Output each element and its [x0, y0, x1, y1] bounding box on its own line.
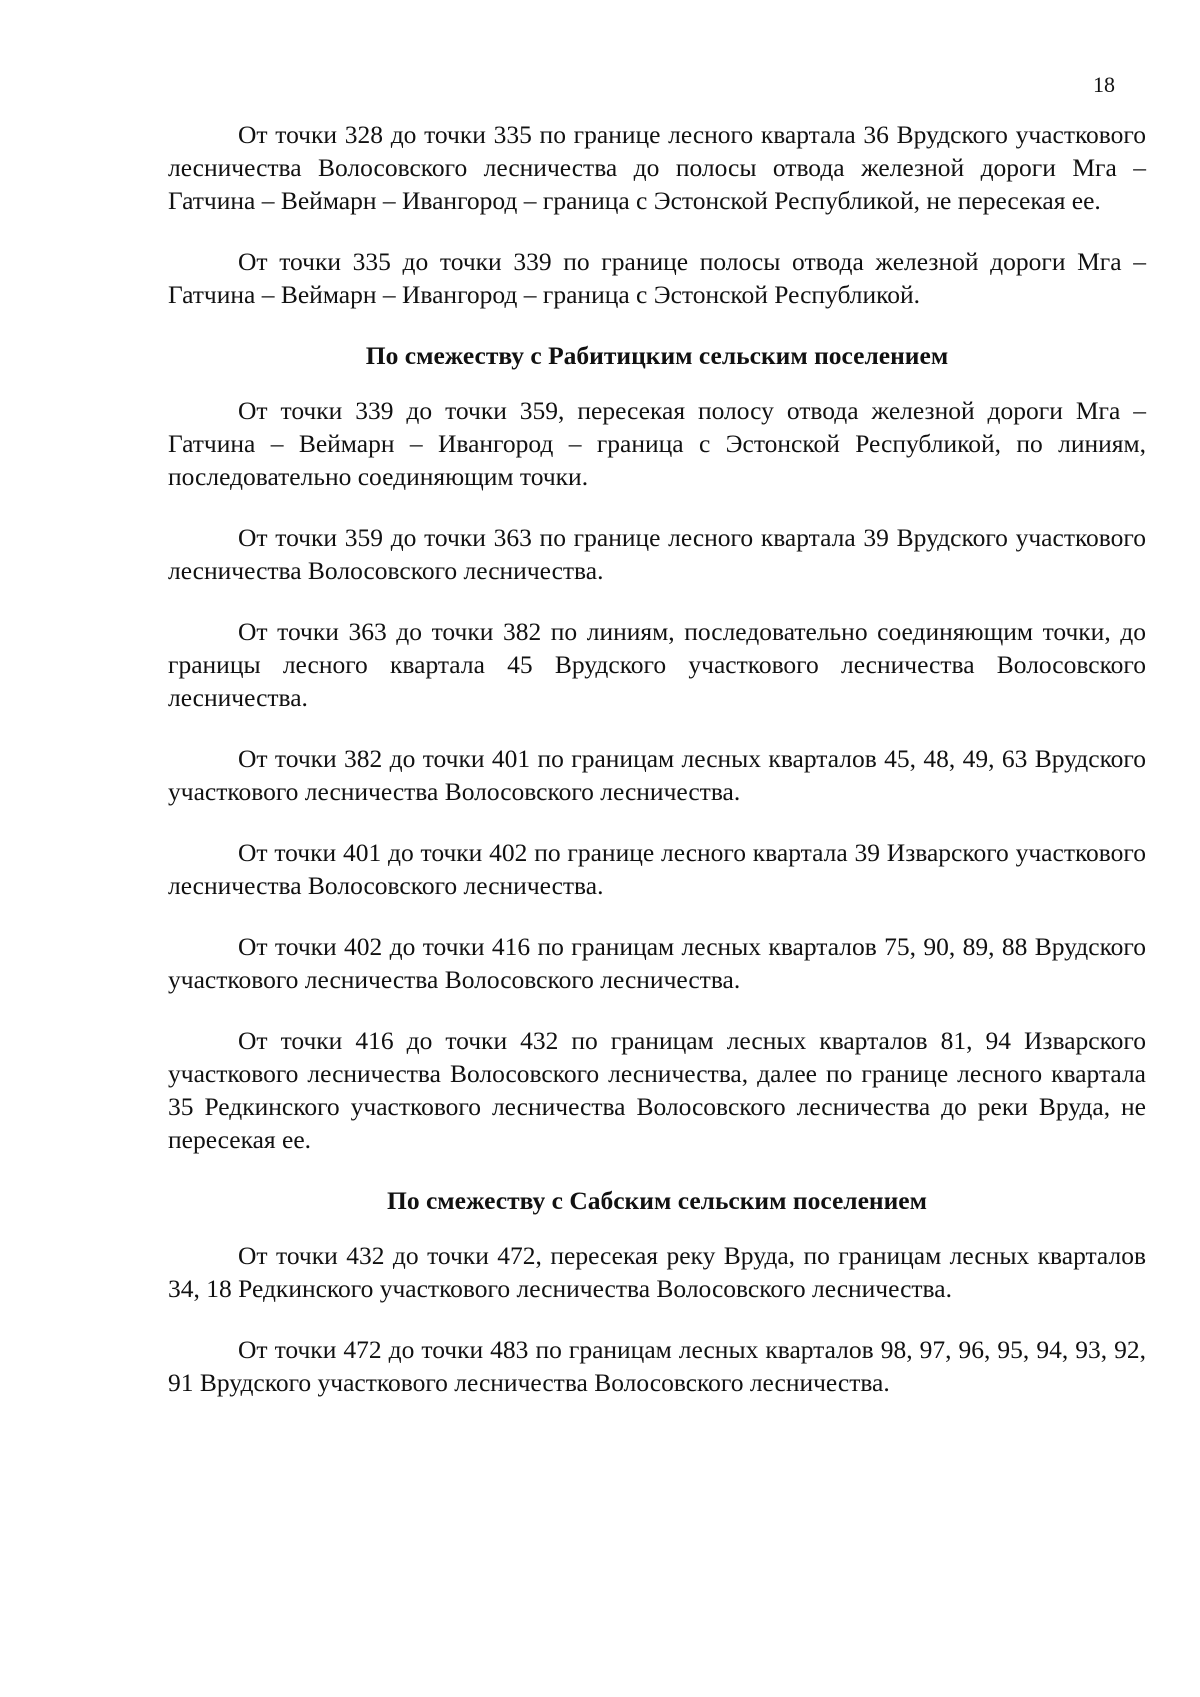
paragraph-4: От точки 359 до точки 363 по границе лесного квартала 39 Врудского участкового лесничества Волосовского лесничества. [168, 523, 1146, 585]
section-heading-rabititskoe: По смежеству с Рабитицким сельским поселением [365, 341, 949, 370]
paragraph-8: От точки 402 до точки 416 по границам лесных кварталов 75, 90, 89, 88 Врудского участкового лесничества Волосовского лесничества. [168, 932, 1146, 994]
paragraph-3: От точки 339 до точки 359, пересекая полосу отвода железной дороги Мга – Гатчина – Веймарн – Ивангород – граница с Эстонской Республикой, по линиям, последовательно соединяющим точки. [168, 396, 1146, 491]
paragraph-11: От точки 472 до точки 483 по границам лесных кварталов 98, 97, 96, 95, 94, 93, 92, 91 Врудского участкового лесничества Волосовского лесничества. [168, 1335, 1146, 1397]
paragraph-2: От точки 335 до точки 339 по границе полосы отвода железной дороги Мга – Гатчина – Веймарн – Ивангород – граница с Эстонской Республикой. [168, 247, 1146, 309]
paragraph-9: От точки 416 до точки 432 по границам лесных кварталов 81, 94 Изварского участкового лесничества Волосовского лесничества, далее по границе лесного квартала 35 Редкинского участкового лесничества Волосовского лесничества до реки Вруда, не пересекая ее. [168, 1026, 1146, 1154]
paragraph-1: От точки 328 до точки 335 по границе лесного квартала 36 Врудского участкового лесничества Волосовского лесничества до полосы отвода железной дороги Мга – Гатчина – Веймарн – Ивангород – граница с Эстонской Республикой, не пересекая ее. [168, 120, 1146, 215]
section-heading-sabskoe: По смежеству с Сабским сельским поселением [387, 1186, 927, 1215]
paragraph-10: От точки 432 до точки 472, пересекая реку Вруда, по границам лесных кварталов 34, 18 Редкинского участкового лесничества Волосовского лесничества. [168, 1241, 1146, 1303]
page-number: 18 [1093, 72, 1115, 97]
paragraph-7: От точки 401 до точки 402 по границе лесного квартала 39 Изварского участкового лесничества Волосовского лесничества. [168, 838, 1146, 900]
document-body [168, 118, 1146, 1427]
paragraph-6: От точки 382 до точки 401 по границам лесных кварталов 45, 48, 49, 63 Врудского участкового лесничества Волосовского лесничества. [168, 744, 1146, 806]
paragraph-5: От точки 363 до точки 382 по линиям, последовательно соединяющим точки, до границы лесного квартала 45 Врудского участкового лесничества Волосовского лесничества. [168, 617, 1146, 712]
